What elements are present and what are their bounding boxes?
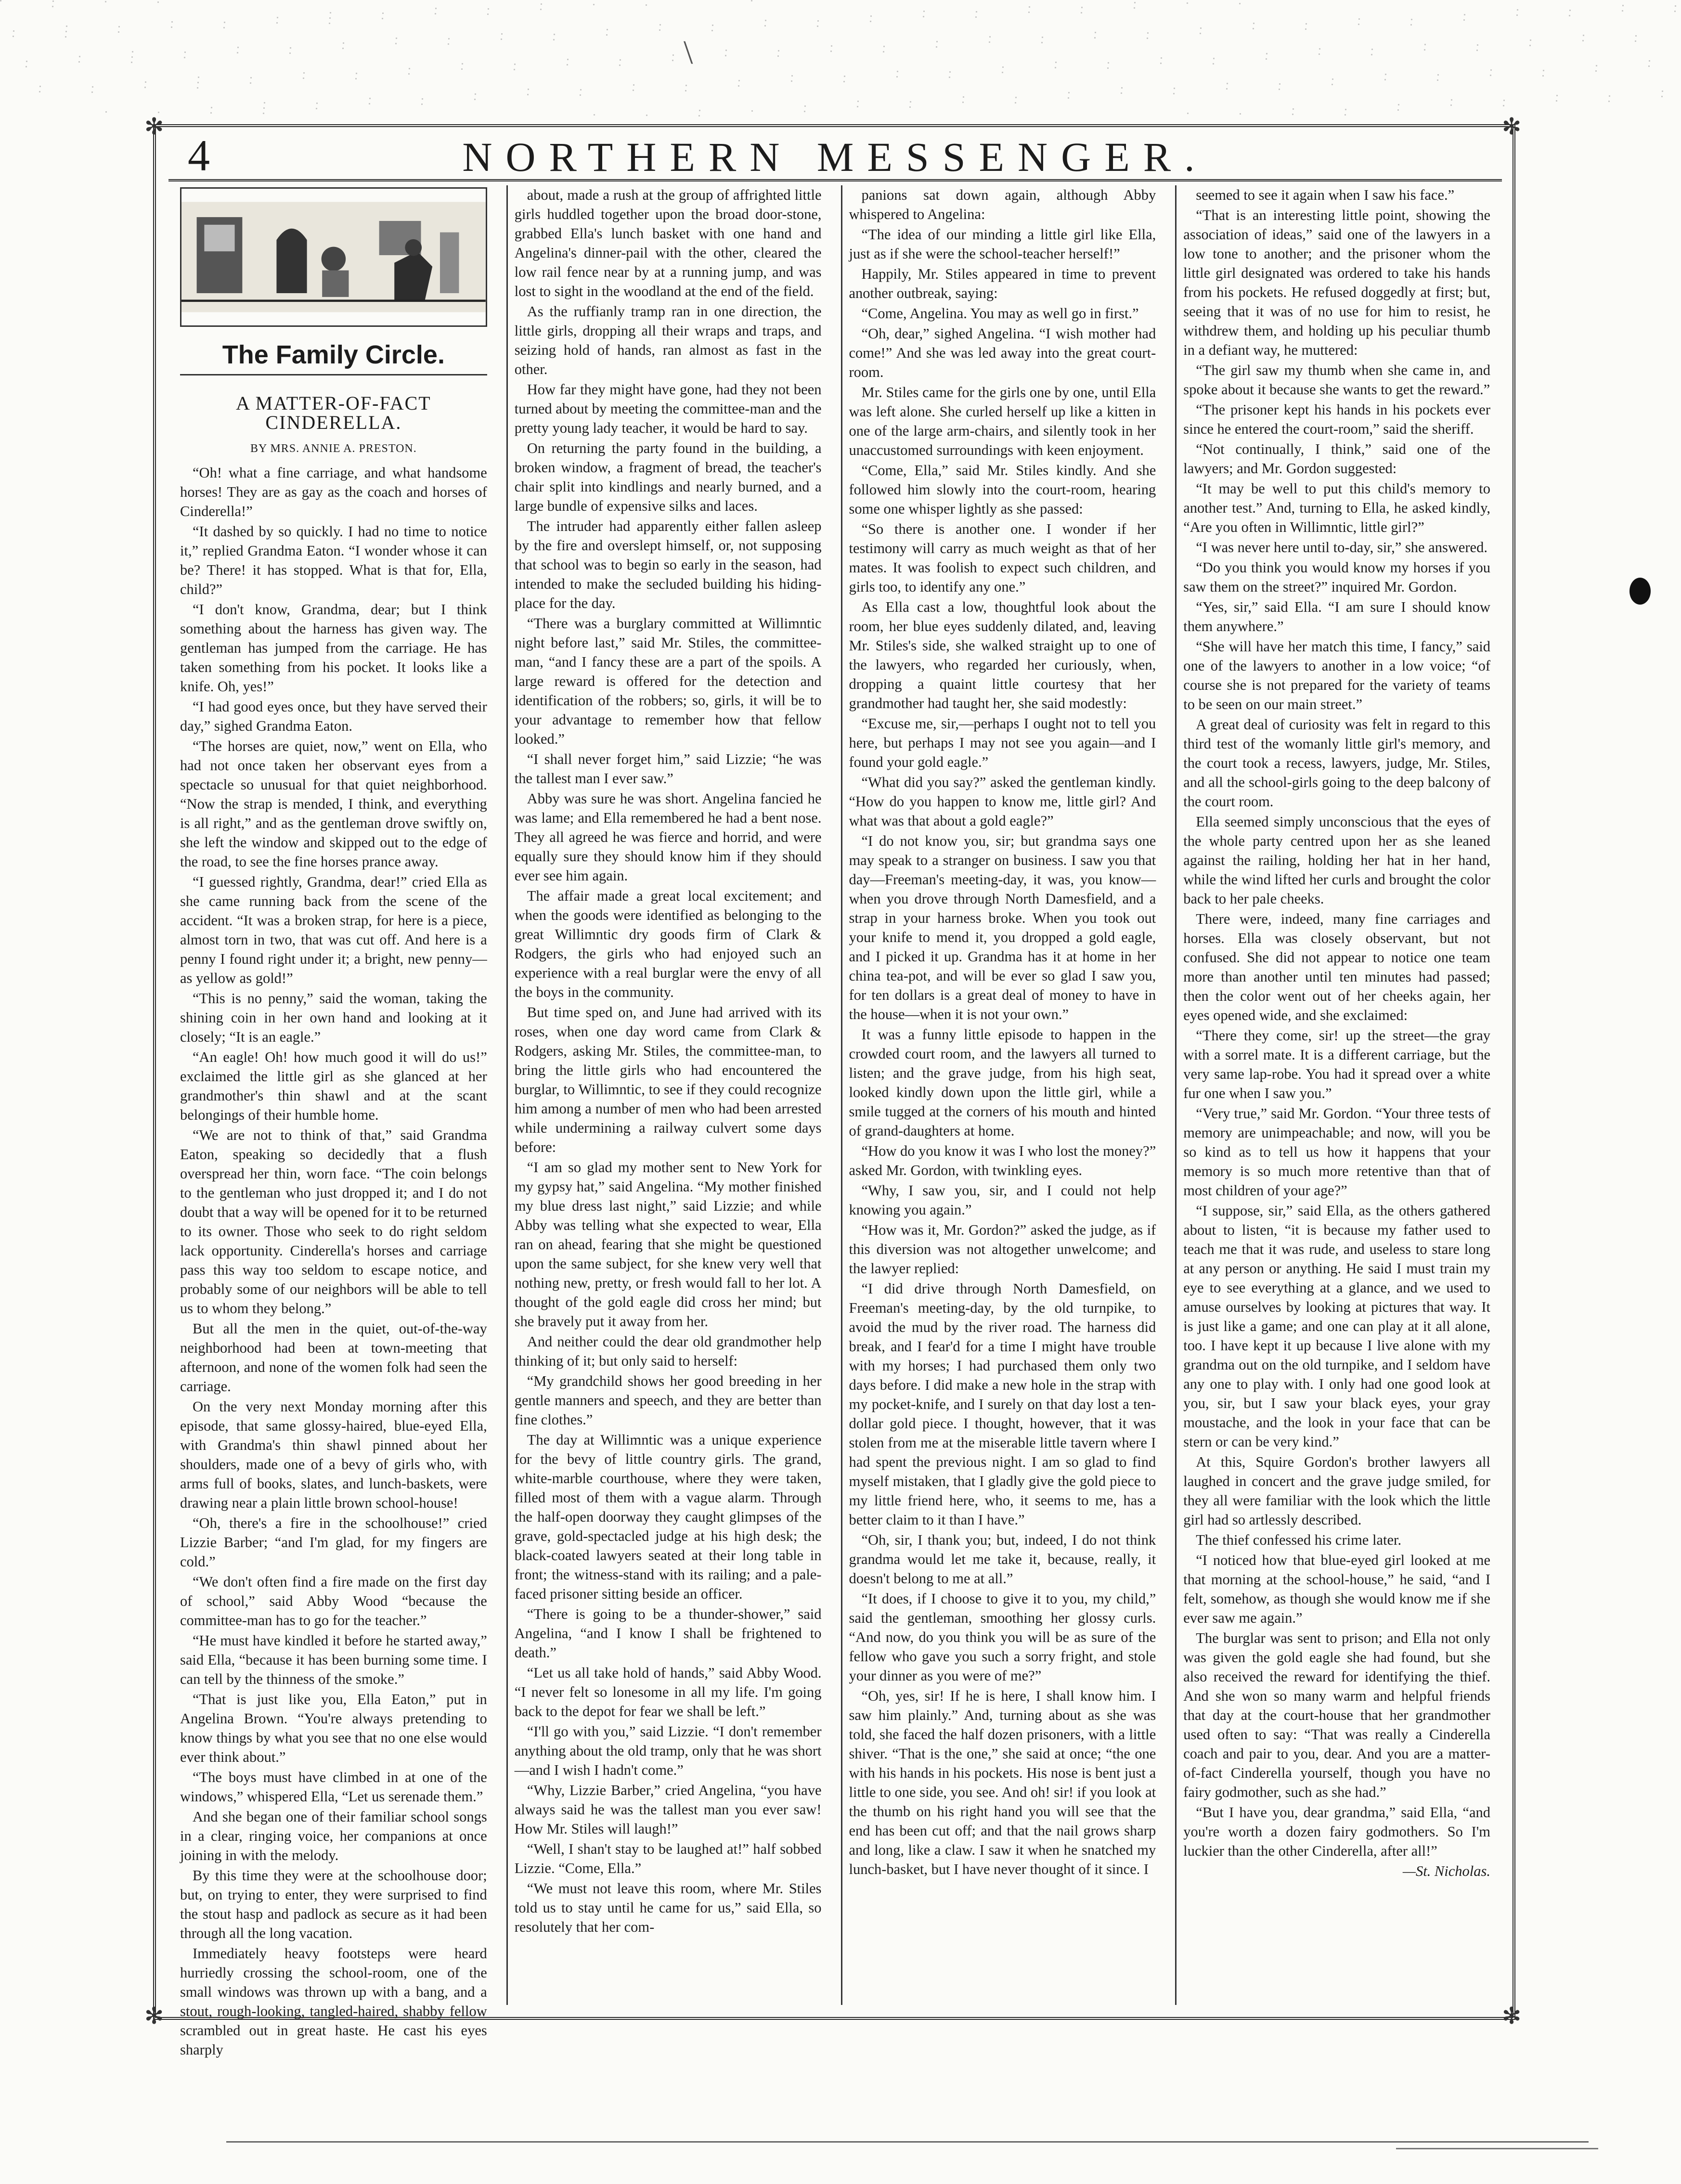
paragraph: “Oh, dear,” sighed Angelina. “I wish mother had come!” And she was led away into the great court-room. [849, 325, 1156, 380]
paragraph: “The prisoner kept his hands in his pockets ever since he entered the court-room,” said the sheriff. [1183, 401, 1490, 437]
section-title: The Family Circle. [222, 340, 445, 369]
paragraph: “I do not know you, sir; but grandma says one may speak to a stranger on business. I saw you that day—Freeman's meeting-day, it was, you know—when you drove through North Damesfield, and a strap in your harness broke. When you took out your knife to mend it, you dropped a gold eagle, and I picked it up. Grandma has it at home in her china tea-pot, and will be ever so glad I saw you, for ten dollars is a great deal of money to have in the house—when it is not your own.” [849, 833, 1156, 1022]
paragraph: The affair made a great local excitement; and when the goods were identified as belonging to the great Willimntic dry goods firm of Clark & Rodgers, the girls who had enjoyed such an experience with a real burglar were the envy of all the boys in the community. [514, 888, 822, 1000]
column-4 [1175, 185, 1497, 2005]
bottom-rule-short [1396, 2148, 1598, 2149]
paragraph: “Come, Angelina. You may as well go in first.” [861, 305, 1139, 322]
family-circle-illustration [180, 187, 487, 327]
paragraph: At this, Squire Gordon's brother lawyers all laughed in concert and the grave judge smiled, for they all were familiar with the look which the little girl had so artlessly described. [1183, 1454, 1490, 1528]
paragraph: “Oh, yes, sir! If he is here, I shall know him. I saw him plainly.” And, turning about as she was told, she faced the half dozen prisoners, with a little shiver. “That is the one,” she said at once; “the one with his hands in his pockets. His nose is bent just a little to one side, you see. And oh! sir! if you look at the thumb on his right hand you will see that the end has been cut off; and that the nail grows sharp and long, like a claw. I saw it when he snatched my lunch-basket, but I have never thought of it since. I [849, 1688, 1156, 1877]
paragraph: “The idea of our minding a little girl like Ella, just as if she were the school-teacher herself!” [849, 226, 1156, 262]
paragraph: “Why, I saw you, sir, and I could not help knowing you again.” [849, 1182, 1156, 1218]
paragraph: Ella seemed simply unconscious that the eyes of the whole party centred upon her as she leaned against the railing, holding her hat in her hand, while the wind lifted her curls and brought the color back to her pale cheeks. [1183, 814, 1490, 907]
paragraph: As Ella cast a low, thoughtful look about the room, her blue eyes suddenly dilated, and, leaving Mr. Stiles's side, she walked straight up to one of the lawyers, who regarded her curiously, when, dropping a quaint little courtesy that her grandmother had taught her, she said modestly: [849, 599, 1156, 711]
paragraph: “Not continually, I think,” said one of the lawyers; and Mr. Gordon suggested: [1183, 441, 1490, 477]
paragraph: panions sat down again, although Abby whispered to Angelina: [849, 187, 1156, 222]
bottom-rule [226, 2141, 1589, 2143]
paper-edge-mark: \ [684, 34, 693, 71]
paragraph: The intruder had apparently either fallen asleep by the fire and overslept himself, or, not supposing that school was to begin so early in the season, had intended to make the secluded building his hiding-place for the day. [514, 518, 822, 611]
paragraph: “There they come, sir! up the street—the gray with a sorrel mate. It is a different carriage, but the very same lap-robe. You had it spread over a white fur one when I saw you.” [1183, 1027, 1490, 1101]
paragraph: “Why, Lizzie Barber,” cried Angelina, “you have always said he was the tallest man you ever saw! How Mr. Stiles will laugh!” [514, 1782, 822, 1837]
paragraph: about, made a rush at the group of affrighted little girls huddled together upon the broad door-stone, grabbed Ella's lunch basket with one hand and Angelina's dinner-pail with the other, cleared the low rail fence near by at a running jump, and was lost to sight in the woodland at the end of the field. [514, 187, 822, 299]
corner-ornament-bottom-right: ✻ [1502, 2003, 1522, 2029]
paragraph: “What did you say?” asked the gentleman kindly. “How do you happen to know me, little girl? And what was that about a gold eagle?” [849, 774, 1156, 829]
paragraph: “That is just like you, Ella Eaton,” put in Angelina Brown. “You're always pretending to know things by what you see that no one else would ever think about.” [180, 1691, 487, 1765]
paragraph: “But I have you, dear grandma,” said Ella, “and you're worth a dozen fairy godmothers. So I'm luckier than the other Cinderella, after all!” [1183, 1804, 1490, 1859]
paragraph: “There was a burglary committed at Willimntic night before last,” said Mr. Stiles, the committee-man, “and I fancy these are a part of the spoils. A large reward is offered for the detection and identification of the robbers; so, girls, it will be to your advantage to remember how that fellow looked.” [514, 615, 822, 747]
story-source: —St. Nicholas. [1402, 1863, 1490, 1879]
paragraph: “Come, Ella,” said Mr. Stiles kindly. And she followed him slowly into the court-room, hearing some one whisper lightly as she passed: [849, 462, 1156, 517]
paragraph: “Very true,” said Mr. Gordon. “Your three tests of memory are unimpeachable; and now, will you be so kind as to tell us how it happens that your memory is so much more retentive than that of most children of your age?” [1183, 1105, 1490, 1199]
paragraph: “We must not leave this room, where Mr. Stiles told us to stay until he came for us,” said Ella, so resolutely that her com- [514, 1880, 822, 1935]
paragraph: “An eagle! Oh! how much good it will do us!” exclaimed the little girl as she glanced at her grandmother's thin shawl and at the scant belongings of their humble home. [180, 1049, 487, 1123]
paragraph: “We are not to think of that,” said Grandma Eaton, speaking so decidedly that a flush overspread her thin, worn face. “The coin belongs to the gentleman who just dropped it; and I do not doubt that a way will be opened for it to be returned to its owner. Those who seek to do right seldom lack opportunity. Cinderella's horses and carriage pass this way too seldom to escape notice, and probably some of our neighbors will be able to tell us to whom they belong.” [180, 1127, 487, 1317]
paragraph: “How do you know it was I who lost the money?” asked Mr. Gordon, with twinkling eyes. [849, 1143, 1156, 1178]
paragraph: “I am so glad my mother sent to New York for my gypsy hat,” said Angelina. “My mother finished my blue dress last night,” said Lizzie; and while Abby was telling what she expected to wear, Ella ran on ahead, fearing that she might be questioned upon the same subject, for she knew very well that nothing new, pretty, or fresh would fall to her lot. A thought of the gold eagle did cross her mind; but she bravely put it away from her. [514, 1159, 822, 1330]
paragraph: “She will have her match this time, I fancy,” said one of the lawyers to another in a low voice; “of course she is not prepared for the variety of teams to be seen on our main street.” [1183, 638, 1490, 712]
paragraph: But time sped on, and June had arrived with its roses, when one day word came from Clark & Rodgers, asking Mr. Stiles, the committee-man, to bring the little girls who had encountered the burglar, to Willimntic, to see if they could recognize him among a number of men who had been arrested while undermining a railway culvert some days before: [514, 1004, 822, 1155]
paragraph: On returning the party found in the building, a broken window, a fragment of bread, the teacher's chair split into kindlings and nearly burned, and a large bundle of expensive silks and laces. [514, 440, 822, 514]
paragraph: “Oh, sir, I thank you; but, indeed, I do not think grandma would let me take it, because, really, it doesn't belong to me at all.” [849, 1532, 1156, 1587]
paragraph: “I was never here until to-day, sir,” she answered. [1196, 539, 1487, 556]
paragraph: As the ruffianly tramp ran in one direction, the little girls, dropping all their wraps and traps, and seizing hold of hands, ran almost as fast in the other. [514, 303, 822, 377]
newspaper-title: NORTHERN MESSENGER. [462, 134, 1208, 180]
column-2 [506, 185, 828, 2005]
column-1 [173, 185, 494, 2058]
paragraph: “I did drive through North Damesfield, on Freeman's meeting-day, by the old turnpike, to avoid the mud by the river road. The harness did break, and I fear'd for a time I might have trouble with my horses; I had purchased them only two days before. I did make a new hole in the strap with my pocket-knife, and I surely on that day lost a ten-dollar gold piece. I thought, however, that it was stolen from me at the miserable little tavern where I had spent the previous night. I am so glad to find myself mistaken, that I gladly give the gold piece to my little friend here, who, it seems to me, has a better claim to it than I have.” [849, 1280, 1156, 1528]
corner-ornament-top-left: ✻ [144, 114, 164, 140]
section-divider [180, 374, 487, 375]
paragraph: And she began one of their familiar school songs in a clear, ringing voice, her companions at once joining in with the melody. [180, 1809, 487, 1863]
paragraph: “How was it, Mr. Gordon?” asked the judge, as if this diversion was not altogether unwelcome; and the lawyer replied: [849, 1222, 1156, 1277]
paragraph: seemed to see it again when I saw his face.” [1196, 187, 1455, 203]
paragraph: “Excuse me, sir,—perhaps I ought not to tell you here, but perhaps I may not see you again—and I found your gold eagle.” [849, 715, 1156, 770]
paragraph: “So there is another one. I wonder if her testimony will carry as much weight as that of her mates. It was foolish to expect such children, and girls too, to identify any one.” [849, 521, 1156, 595]
paragraph: Mr. Stiles came for the girls one by one, until Ella was left alone. She curled herself up like a kitten in one of the large arm-chairs, and silently took in her unaccustomed surroundings with keen enjoyment. [849, 384, 1156, 458]
paragraph: The day at Willimntic was a unique experience for the bevy of little country girls. The grand, white-marble courthouse, where they were taken, filled most of them with a vague alarm. Through the half-open doorway they caught glimpses of the grave, gold-spectacled judge at his high desk; the black-coated lawyers seated at their long table in front; the witness-stand with its railing; and a pale-faced prisoner sitting beside an officer. [514, 1432, 822, 1602]
column-3 [841, 185, 1163, 2005]
story-title: A MATTER-OF-FACT CINDERELLA. [236, 392, 431, 433]
paragraph: It was a funny little episode to happen in the crowded court room, and the lawyers all turned to listen; and the grave judge, from his high seat, looked kindly down upon the little girl, while a smile tugged at the corners of his mouth and hinted of grand-daughters at home. [849, 1026, 1156, 1139]
paragraph: Happily, Mr. Stiles appeared in time to prevent another outbreak, saying: [849, 266, 1156, 301]
paragraph: The burglar was sent to prison; and Ella not only was given the gold eagle she had found, but she also received the reward for identifying the thief. And she won so many warm and helpful friends that day at the court-house that her grandmother used often to say: “That was really a Cinderella coach and pair to you, dear. And you are a matter-of-fact Cinderella yourself, though you have no fairy godmother, such as she had.” [1183, 1630, 1490, 1800]
paragraph: “It may be well to put this child's memory to another test.” And, turning to Ella, he asked kindly, “Are you often in Willimntic, little girl?” [1183, 480, 1490, 535]
paragraph: “It does, if I choose to give it to you, my child,” said the gentleman, smoothing her glossy curls. “And now, do you think you will be as sure of the fellow who gave you such a sorry fright, and stole your dinner as you were of me?” [849, 1590, 1156, 1684]
paragraph: And neither could the dear old grandmother help thinking of it; but only said to herself: [514, 1333, 822, 1369]
paragraph: How far they might have gone, had they not been turned about by meeting the committee-man and the pretty young lady teacher, it would be hard to say. [514, 381, 822, 436]
paragraph: “I had good eyes once, but they have served their day,” sighed Grandma Eaton. [180, 698, 487, 734]
paragraph: But all the men in the quiet, out-of-the-way neighborhood had been at town-meeting that afternoon, and none of the women folk had seen the carriage. [180, 1320, 487, 1395]
paragraph: “There is going to be a thunder-shower,” said Angelina, “and I know I shall be frightened to death.” [514, 1606, 822, 1661]
paragraph: “I noticed how that blue-eyed girl looked at me that morning at the school-house,” he said, “and I felt, somehow, as though she would know me if she ever saw me again.” [1183, 1552, 1490, 1626]
paragraph: “Well, I shan't stay to be laughed at!” half sobbed Lizzie. “Come, Ella.” [514, 1841, 822, 1876]
paragraph: “My grandchild shows her good breeding in her gentle manners and speech, and they are better than fine clothes.” [514, 1373, 822, 1428]
paragraph: “That is an interesting little point, showing the association of ideas,” said one of the lawyers in a low tone to another; and the prisoner whom the little girl designated was ordered to take his hands from his pockets. He refused doggedly at first; but, seeing that it was of no use for him to resist, he withdrew them, and holding up his peculiar thumb in a defiant way, he muttered: [1183, 207, 1490, 358]
paragraph: “I suppose, sir,” said Ella, as the others gathered about to listen, “it is because my father used to teach me that it was rude, and useless to stare long at any person or anything. He said I must train my eye to see everything at a glance, and we used to amuse ourselves by looking at pictures that way. It is just like a game; and one can play at it all alone, too. I have kept it up because I live alone with my grandma out on the old turnpike, and I seldom have any one to play with. I only had one good look at you, sir, but I saw your black eyes, your gray moustache, and the look in your face that can be stern or can be very kind.” [1183, 1202, 1490, 1450]
page-number: 4 [188, 131, 210, 180]
paragraph: On the very next Monday morning after this episode, that same glossy-haired, blue-eyed Ella, with Grandma's thin shawl pinned about her shoulders, made one of a bevy of girls who, with arms full of books, slates, and lunch-baskets, were drawing near a plain little brown school-house! [180, 1398, 487, 1511]
paragraph: There were, indeed, many fine carriages and horses. Ella was closely observant, but not confused. She did not appear to notice one team more than another until ten minutes had passed; then the color went out of her cheeks again, her eyes opened wide, and she exclaimed: [1183, 911, 1490, 1023]
paragraph: By this time they were at the schoolhouse door; but, on trying to enter, they were surprised to find the stout hasp and padlock as secure as it had been through all the long vacation. [180, 1867, 487, 1941]
paragraph: “Oh! what a fine carriage, and what handsome horses! They are as gay as the coach and horses of Cinderella!” [180, 465, 487, 519]
article-columns [173, 185, 1497, 2058]
paragraph: “Oh, there's a fire in the schoolhouse!” cried Lizzie Barber; “and I'm glad, for my fingers are cold.” [180, 1515, 487, 1570]
paragraph: “He must have kindled it before he started away,” said Ella, “because it has been burning some time. I can tell by the thinness of the smoke.” [180, 1632, 487, 1687]
paragraph: “Yes, sir,” said Ella. “I am sure I should know them anywhere.” [1183, 599, 1490, 634]
paragraph: “I'll go with you,” said Lizzie. “I don't remember anything about the old tramp, only that he was short—and I wish I hadn't come.” [514, 1723, 822, 1778]
paragraph: “The horses are quiet, now,” went on Ella, who had not once taken her observant eyes from a spectacle so unusual for that quiet neighborhood. “Now the strap is mended, I think, and everything is all right,” and as the gentleman drove swiftly on, she left the window and skipped out to the edge of the road, to see the fine horses prance away. [180, 738, 487, 870]
paragraph: “The girl saw my thumb when she came in, and spoke about it because she wants to get the reward.” [1183, 362, 1490, 398]
paper-speckle-texture [0, 0, 1681, 125]
paragraph: “Let us all take hold of hands,” said Abby Wood. “I never felt so lonesome in all my life. I'm going back to the depot for fear we shall be left.” [514, 1665, 822, 1719]
paragraph: “This is no penny,” said the woman, taking the shining coin in her own hand and looking at it closely; “It is an eagle.” [180, 990, 487, 1045]
story-byline: BY MRS. ANNIE A. PRESTON. [250, 442, 417, 455]
paragraph: The thief confessed his crime later. [1196, 1532, 1402, 1548]
paragraph: “Do you think you would know my horses if you saw them on the street?” inquired Mr. Gordon. [1183, 559, 1490, 595]
paragraph: “I shall never forget him,” said Lizzie; “he was the tallest man I ever saw.” [514, 751, 822, 787]
corner-ornament-top-right: ✻ [1502, 114, 1522, 140]
paragraph: Immediately heavy footsteps were heard hurriedly crossing the school-room, one of the small windows was thrown up with a bang, and a stout, rough-looking, tangled-haired, shabby fellow scrambled out in great haste. He cast his eyes sharply [180, 1945, 487, 2058]
paragraph: “I guessed rightly, Grandma, dear!” cried Ella as she came running back from the scene of the accident. “It was a broken strap, for here is a piece, almost torn in two, that was cut off. And here is a penny I found right under it; a bright, new penny—as yellow as gold!” [180, 874, 487, 986]
masthead [168, 126, 1502, 181]
paragraph: Abby was sure he was short. Angelina fancied he was lame; and Ella remembered he had a bent nose. They all agreed he was fierce and horrid, and were equally sure they should know him if they should ever see him again. [514, 790, 822, 884]
paragraph: “It dashed by so quickly. I had no time to notice it,” replied Grandma Eaton. “I wonder whose it can be? There! it has stopped. What is that for, Ella, child?” [180, 523, 487, 597]
paragraph: “We don't often find a fire made on the first day of school,” said Abby Wood “because the committee-man has to go for the teacher.” [180, 1574, 487, 1628]
paragraph: “I don't know, Grandma, dear; but I think something about the harness has given way. The gentleman has jumped from the carriage. He has taken something from his pocket. It looks like a knife. Oh, yes!” [180, 601, 487, 695]
corner-ornament-bottom-left: ✻ [144, 2003, 164, 2029]
binding-hole [1629, 578, 1651, 605]
paragraph: “The boys must have climbed in at one of the windows,” whispered Ella, “Let us serenade them.” [180, 1769, 487, 1805]
paragraph: A great deal of curiosity was felt in regard to this third test of the womanly little girl's memory, and the court took a recess, lawyers, judge, Mr. Stiles, and all the school-girls going to the deep balcony of the court room. [1183, 716, 1490, 810]
